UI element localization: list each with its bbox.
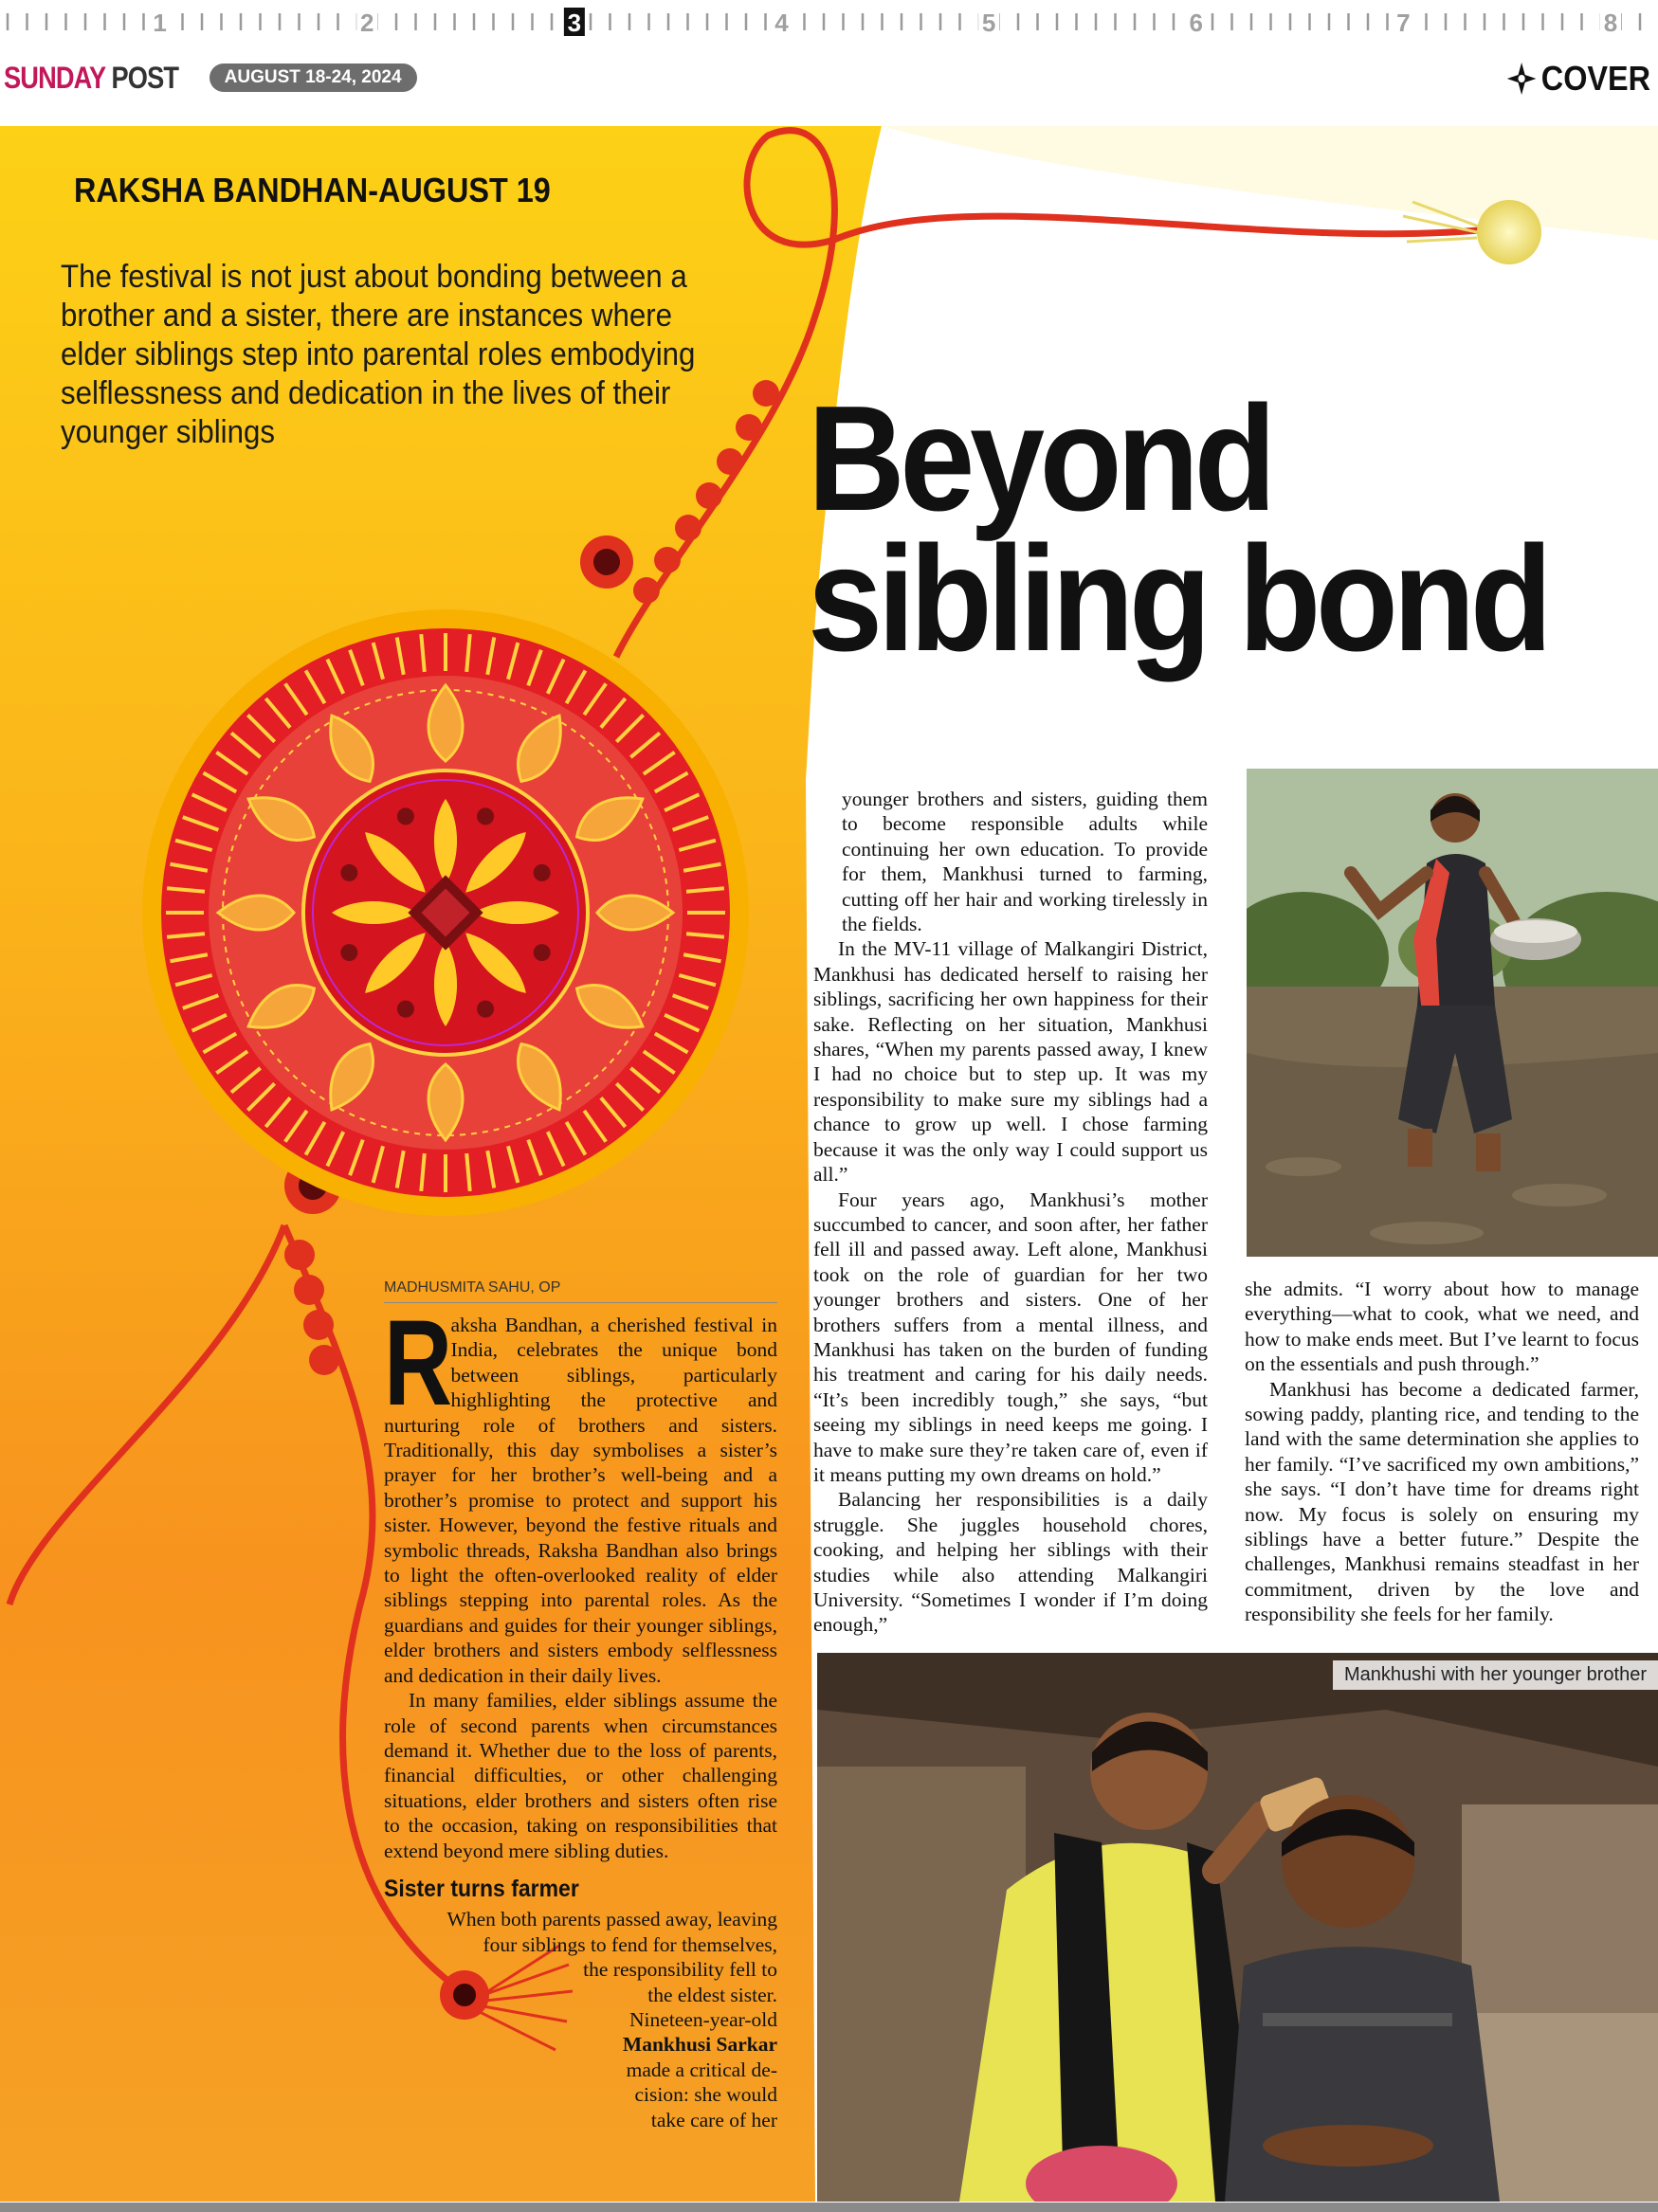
page-ruler xyxy=(0,0,1658,47)
ruler-page-mark: 8 xyxy=(1603,9,1618,37)
tapered-line: made a critical de- xyxy=(626,2058,777,2081)
paragraph: she admits. “I worry about how to manage everything—what to cook, what we need, and how to make ends meet. But I’ve learnt to focus on the essentials and push through.” xyxy=(1245,1278,1639,1376)
tapered-line: take care of her xyxy=(650,2108,777,2131)
tapered-line: cision: she would xyxy=(634,2083,777,2107)
page-bottom-rule xyxy=(0,2203,1658,2212)
tapered-line: Mankhusi Sarkar xyxy=(622,2033,777,2057)
article-column-1 xyxy=(384,1296,777,2132)
paragraph-text: aksha Bandhan, a cherished festival in India, celebrates the unique bond between siblings, particularly highlighting the protective and nurturing role of brothers and sisters. Traditionally, this day symbolises a sister’s prayer for her brother’s well-being and a brother’s promise to protect and support his sister. However, beyond the festive rituals and symbolic threads, Raksha Bandhan also brings to light the often-overlooked reality of elder siblings stepping into parental roles. As the guardians and guides for their younger siblings, elder brothers and sisters embody selflessness and dedication in their daily lives. xyxy=(384,1314,777,1687)
ruler-page-mark: 7 xyxy=(1396,9,1411,37)
subhead: Sister turns farmer xyxy=(384,1875,579,1902)
issue-date-badge: AUGUST 18-24, 2024 xyxy=(210,63,417,92)
brand-part-sunday: SUNDAY xyxy=(4,60,105,95)
standfirst: The festival is not just about bonding between a brother and a sister, there are instances where elder siblings step into parental roles embodying selflessness and dedication in the lives of their younger siblings xyxy=(61,259,696,450)
paragraph: Four years ago, Mankhusi’s mother succumbed to cancer, and soon after, her father fell ill and passed away. Left alone, Mankhusi took on the role of guardian for her two younger brothers and sisters. One of her brothers suffers from a mental illness, and Mankhusi has taken on the burden of funding his treatment and caring for his daily needs. “It’s been incredibly tough,” she says, “but seeing my siblings in need keeps me going. I have to make sure they’re taken care of, even if it means putting my own dreams on hold.” xyxy=(813,1188,1208,1486)
brand-logo xyxy=(4,61,178,96)
headline xyxy=(808,375,1548,682)
tapered-paragraph xyxy=(384,1907,777,2132)
ruler-page-mark: 5 xyxy=(981,9,996,37)
ruler-page-mark: 3 xyxy=(567,9,582,37)
masthead xyxy=(4,57,417,99)
ruler-ticks xyxy=(0,0,1658,47)
headline-line-2: sibling bond xyxy=(808,516,1548,682)
article-column-3 xyxy=(1245,1277,1639,1627)
drop-cap: R xyxy=(384,1296,453,1431)
photo-sister-and-brother xyxy=(817,1653,1658,2202)
section-name: COVER xyxy=(1540,59,1650,98)
ruler-page-mark: 4 xyxy=(774,9,789,37)
section-label xyxy=(1507,59,1650,99)
paragraph: Mankhusi has become a dedicated farmer, sowing paddy, planting rice, and tending to the land with the same determination she applies to her family. “I’ve sacrificed my own ambitions,” she says. “I don’t have time for dreams right now. My focus is solely on ensuring my siblings have a better future.” Despite the challenges, Mankhusi remains steadfast in her commitment, driven by the love and responsibility she feels for her family. xyxy=(1245,1377,1639,1626)
photo-farmer-in-field xyxy=(1247,769,1658,1257)
ruler-page-mark: 6 xyxy=(1189,9,1203,37)
paragraph xyxy=(384,1296,777,1688)
tapered-line: the responsibility fell to xyxy=(583,1958,777,1982)
tapered-line: Nineteen-year-old xyxy=(629,2007,777,2031)
ruler-page-mark: 2 xyxy=(360,9,374,37)
ruler-page-mark: 1 xyxy=(153,9,167,37)
tapered-line: the eldest sister. xyxy=(647,1983,777,2006)
kicker: RAKSHA BANDHAN-AUGUST 19 xyxy=(74,171,551,209)
headline-line-1: Beyond xyxy=(808,375,1272,542)
paragraph: In the MV-11 village of Malkangiri District, Mankhusi has dedicated herself to raising her siblings, sacrificing her own happiness for their sake. Reflecting on her situation, Mankhusi shares, “When my parents passed away, I knew I had no choice but to step up. It was my responsibility to make sure my siblings had a chance to grow up well. I chose farming because it was the only way I could support us all.” xyxy=(813,937,1208,1187)
photo-caption: Mankhushi with her younger brother xyxy=(1333,1660,1658,1690)
tapered-line: four siblings to fend for themselves, xyxy=(483,1932,777,1956)
tapered-line: When both parents passed away, leaving xyxy=(446,1908,777,1931)
brand-part-post: POST xyxy=(111,60,179,95)
article-column-2 xyxy=(813,787,1208,1638)
byline: MADHUSMITA SAHU, OP xyxy=(384,1279,777,1303)
paragraph: Balancing her responsibilities is a daily struggle. She juggles household chores, cooking, and helping her siblings with their studies while also attending Malkangiri University. “Sometimes I wonder if I’m doing enough,” xyxy=(813,1488,1208,1637)
paragraph: In many families, elder siblings assume the role of second parents when circumstances demand it. Whether due to the loss of parents, financial difficulties, or other challenging situations, elder brothers and sisters often rise to the occasion, taking on responsibilities that extend beyond mere sibling duties. xyxy=(384,1689,777,1862)
compass-star-icon xyxy=(1507,63,1537,95)
paragraph: younger brothers and sisters, guiding them to become responsible adults while continuing her own education. To provide for them, Mankhusi turned to farming, cutting off her hair and working tirelessly in the fields. xyxy=(842,788,1208,936)
